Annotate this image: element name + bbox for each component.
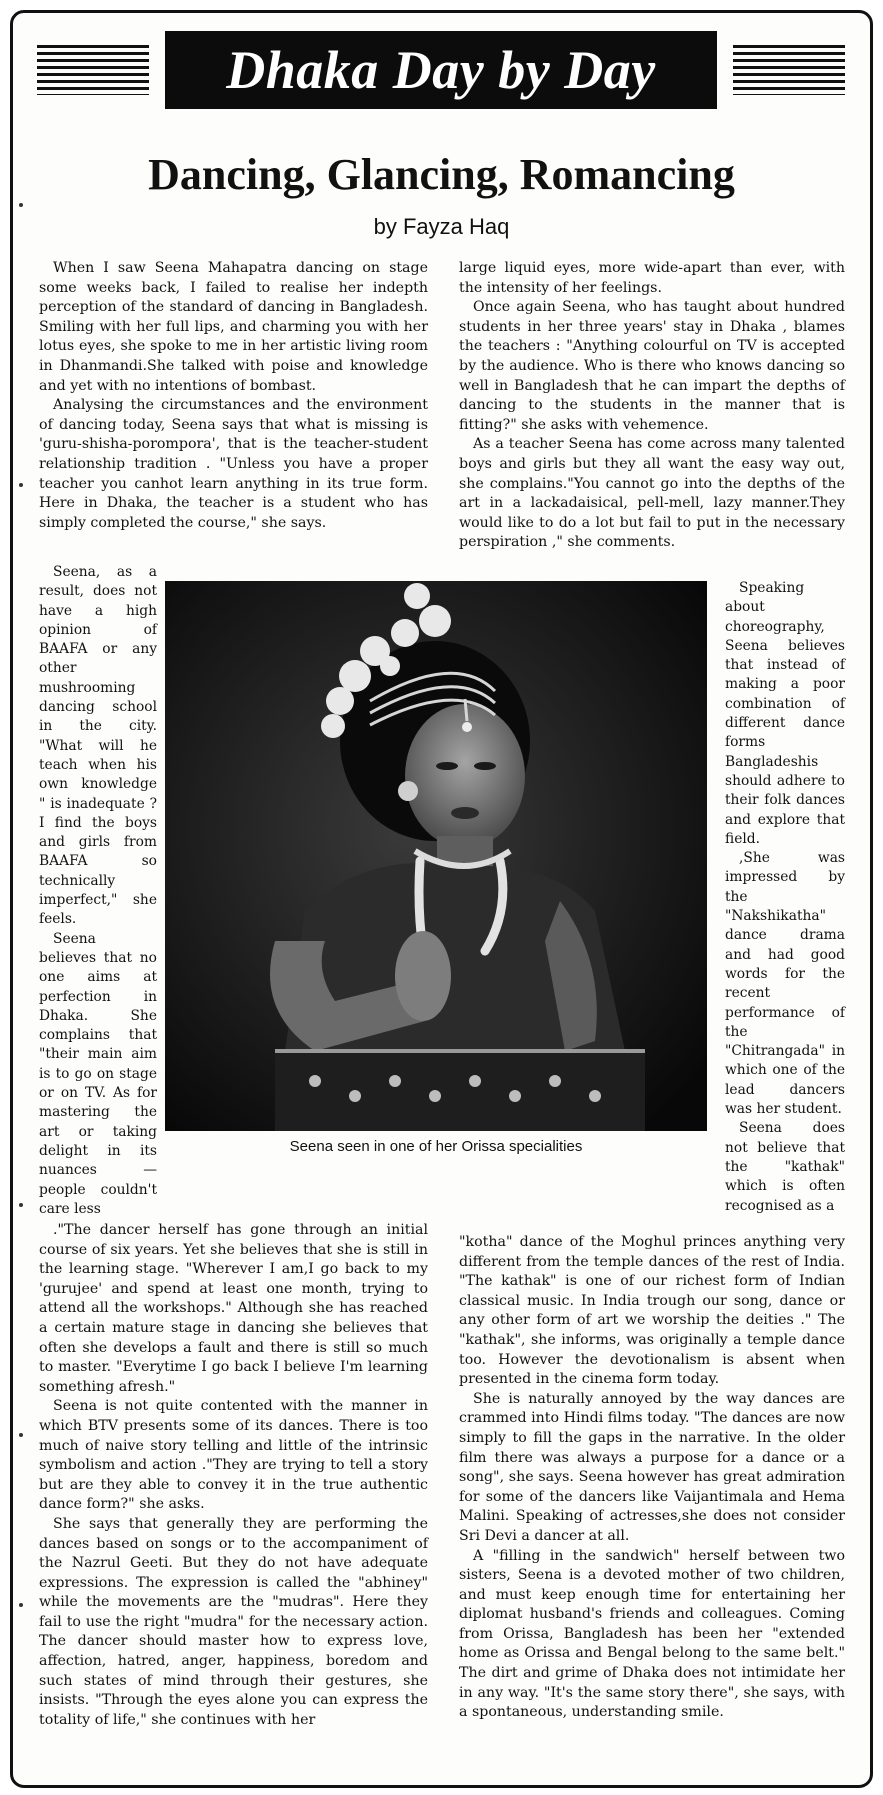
margin-mark: [19, 203, 23, 207]
paragraph: A "filling in the sandwich" herself between two sisters, Seena is a devoted mother of two children, and must keep enough time for entertaining her diplomat husband's friends and colleagues. Coming from Orissa, Bangladesh has been her "extended home as Orissa and Bengal belong to the same belt." The dirt and grime of Dhaka does not intimidate her in any way. "It's the same story there", she says, with a spontaneous, understanding smile.: [459, 1547, 845, 1721]
column-narrow-left: [39, 563, 157, 1219]
masthead-stripes-left: [37, 45, 149, 95]
column-left-top: [39, 259, 428, 533]
margin-mark: [19, 1203, 23, 1207]
column-right-bottom: [459, 1233, 845, 1723]
masthead-title: Dhaka Day by Day: [165, 31, 717, 109]
paragraph: Seena, as a result, does not have a high opinion of BAAFA or any other mushrooming dancing school in the city. "What will he teach when his own knowledge " is inadequate ? I find the boys and girls from BAAFA so technically imperfect," she feels.: [39, 564, 157, 928]
margin-mark: [19, 483, 23, 487]
paragraph: Seena is not quite contented with the manner in which BTV presents some of its dances. There is too much of naive story telling and little of the intrinsic symbolism and action ."They are trying to tell a story but are they able to convey it in the true authentic dance form?" she asks.: [39, 1398, 428, 1513]
margin-mark: [19, 1433, 23, 1437]
paragraph: When I saw Seena Mahapatra dancing on stage some weeks back, I failed to realise her indepth perception of the standard of dancing in Bangladesh. Smiling with her full lips, and charming you with her lotus eyes, she spoke to me in her artistic living room in Dhanmandi.She talked with poise and knowledge and yet with no intentions of bombast.: [39, 260, 428, 394]
paragraph: Analysing the circumstances and the environment of dancing today, Seena says that what is missing is 'guru-shisha-porompora', that is the teacher-student relationship tradition . "Unless you have a proper teacher you canhot learn anything in its true form. Here in Dhaka, the teacher is a student who has simply completed the course," she says.: [39, 397, 428, 531]
column-right-top: [459, 259, 845, 553]
dancer-illustration: [165, 581, 707, 1131]
dancer-photo: [165, 581, 707, 1131]
paragraph: Once again Seena, who has taught about hundred students in her three years' stay in Dhaka , blames the teachers : "Anything colourful on TV is accepted by the audience. Who is there who knows dancing so well in Bangladesh that he can impart the depths of dancing to the students in the manner that is fitting?" she asks with vehemence.: [459, 299, 845, 433]
column-left-bottom: [39, 1221, 428, 1730]
byline: by Fayza Haq: [373, 214, 510, 239]
paragraph: "kotha" dance of the Moghul princes anything very different from the temple dances of the rest of India. "The kathak" is one of our richest form of Indian classical music. In India trough our song, dance or any other form of art we worship the deities ." The "kathak", she informs, was originally a temple dance too. However the devotionalism is absent when presented in the cinema form today.: [459, 1234, 845, 1388]
article-frame: [10, 10, 873, 1788]
masthead: [37, 31, 845, 109]
paragraph: ,She was impressed by the "Nakshikatha" dance drama and had good words for the recent performance of the "Chitrangada" in which one of the lead dancers was her student.: [725, 850, 845, 1118]
paragraph: Seena believes that no one aims at perfection in Dhaka. She complains that "their main aim is to go on stage or on TV. As for mastering the art or taking delight in its nuances — people couldn't care less: [39, 930, 157, 1217]
paragraph: She says that generally they are performing the dances based on songs or to the accompaniment of the Nazrul Geeti. But they do not have adequate expressions. The expression is called the "abhiney" while the movements are the "mudras". Here they fail to use the right "mudra" for the necessary action. The dancer should master how to express love, affection, hatred, anger, happiness, boredom and such states of mind through their gestures, she insists. "Through the eyes alone you can express the totality of life," she continues with her: [39, 1515, 428, 1728]
masthead-stripes-right: [733, 45, 845, 95]
paragraph: ."The dancer herself has gone through an initial course of six years. Yet she believes that she is still in the learning stage. "Wherever I am,I go back to my 'gurujee' and spend at least one month, trying to attend all the workshops." Although she has reached a certain mature stage in dancing she believes that often she develops a fault and there is still so much to master. "Everytime I go back I believe I'm learning something afresh.": [39, 1222, 428, 1395]
paragraph: She is naturally annoyed by the way dances are crammed into Hindi films today. "The dances are now simply to fill the gaps in the narrative. In the older film there was always a purpose for a dance or a song", she says. Seena however has great admiration for some of the dancers like Vaijantimala and Hema Malini. Speaking of actresses,she does not consider Sri Devi a dancer at all.: [459, 1390, 845, 1544]
headline: Dancing, Glancing, Romancing: [148, 150, 735, 199]
paragraph: large liquid eyes, more wide-apart than ever, with the intensity of her feelings.: [459, 260, 845, 296]
paragraph: Speaking about choreography, Seena believes that instead of making a poor combination of different dance forms Bangladeshis should adhere to their folk dances and explore that field.: [725, 580, 845, 847]
margin-mark: [19, 1603, 23, 1607]
paragraph: Seena does not believe that the "kathak" which is often recognised as a: [725, 1120, 845, 1214]
column-narrow-right: [725, 579, 845, 1216]
photo-caption: Seena seen in one of her Orissa specialities: [289, 1138, 583, 1155]
paragraph: As a teacher Seena has come across many talented boys and girls but they all want the easy way out, she complains."You cannot go into the depths of the art in a lackadaisical, pell-mell, lazy manner.They would like to do a lot but fail to put in the necessary perspiration ," she comments.: [459, 436, 845, 551]
